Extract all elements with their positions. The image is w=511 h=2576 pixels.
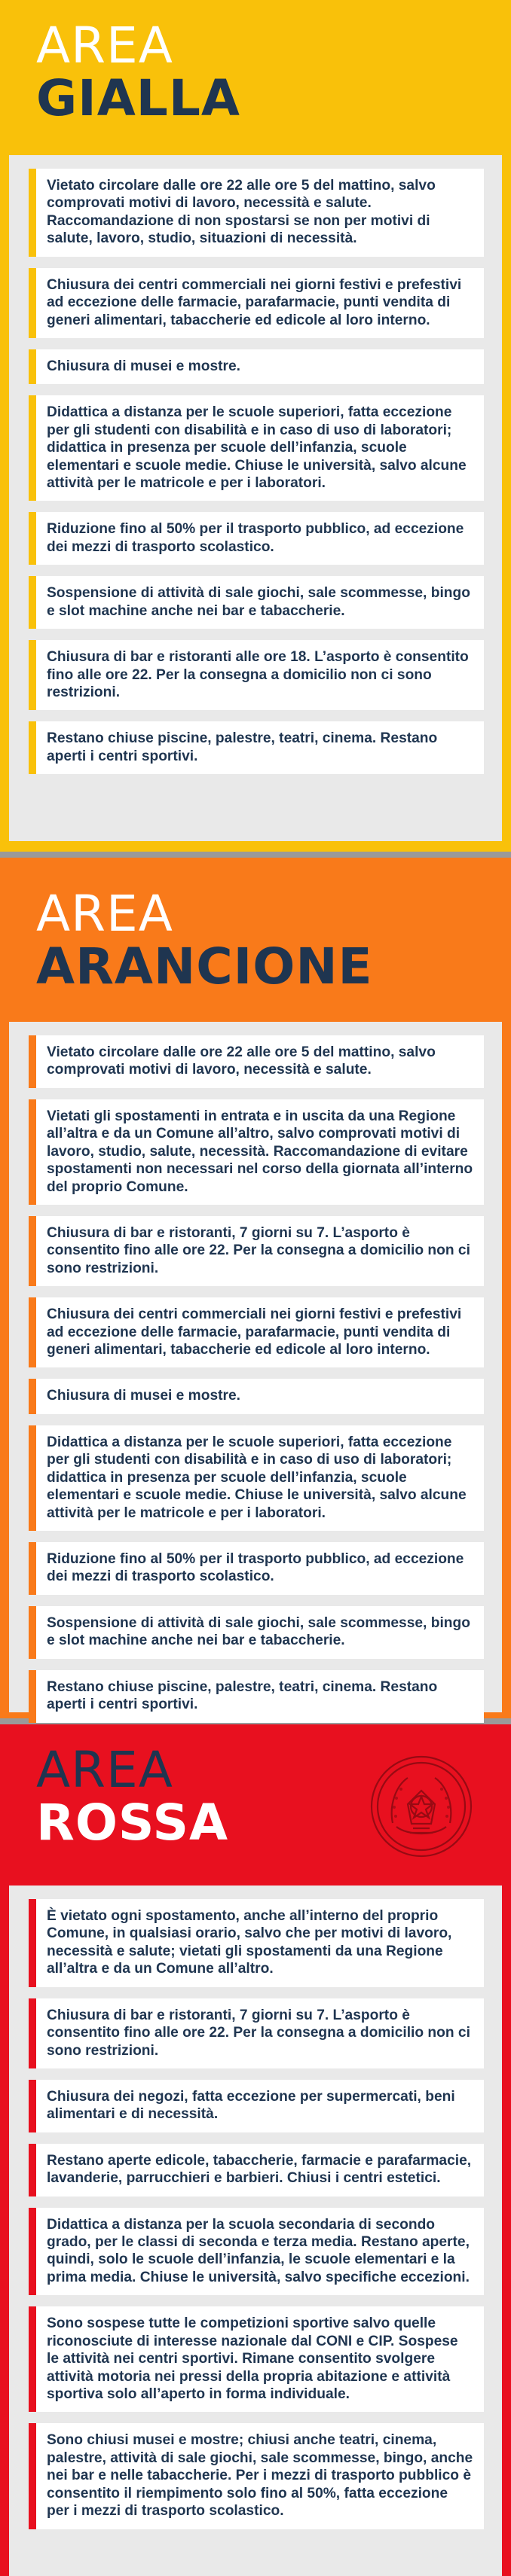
rule-item: Sospensione di attività di sale giochi, sale scommesse, bingo e slot machine anche nei bar e tabaccherie.	[29, 1606, 484, 1659]
rule-item: Riduzione fino al 50% per il trasporto pubblico, ad eccezione dei mezzi di trasporto scolastico.	[29, 512, 484, 565]
rule-item: Vietato circolare dalle ore 22 alle ore 5 del mattino, salvo comprovati motivi di lavoro, necessità e salute. Raccomandazione di non spostarsi se non per motivi di salute, lavoro, studio, situazioni di necessità.	[29, 169, 484, 257]
italian-republic-emblem-icon	[366, 1751, 476, 1861]
rule-item: Didattica a distanza per le scuole superiori, fatta eccezione per gli studenti con disabilità e in caso di uso di laboratori; didattica in presenza per scuole dell’infanzia, scuole elementari e scuole medie. Chiuse le università, salvo alcune attività per le matricole e per i laboratori.	[29, 395, 484, 501]
rule-item: Chiusura dei centri commerciali nei giorni festivi e prefestivi ad eccezione delle farmacie, parafarmacie, punti vendita di generi alimentari, tabaccherie ed edicole al loro interno.	[29, 1297, 484, 1367]
zone-orange	[0, 858, 511, 1718]
rule-item: Sospensione di attività di sale giochi, sale scommesse, bingo e slot machine anche nei bar e tabaccherie.	[29, 576, 484, 629]
rule-item: Vietati gli spostamenti in entrata e in uscita da una Regione all’altra e da un Comune all’altro, salvo comprovati motivi di lavoro, studio, salute, necessità. Raccomandazione di evitare spostamenti non necessari nel corso della giornata all’interno del proprio Comune.	[29, 1099, 484, 1205]
rule-item: Restano chiuse piscine, palestre, teatri, cinema. Restano aperti i centri sportivi.	[29, 1670, 484, 1723]
zone-red-title-line1: AREA	[36, 1741, 173, 1799]
rule-item: Chiusura di bar e ristoranti alle ore 18. L’asporto è consentito fino alle ore 22. Per la consegna a domicilio non ci sono restrizioni.	[29, 640, 484, 710]
rule-item: Riduzione fino al 50% per il trasporto pubblico, ad eccezione dei mezzi di trasporto scolastico.	[29, 1542, 484, 1595]
rule-item: Sono chiusi musei e mostre; chiusi anche teatri, cinema, palestre, attività di sale giochi, sale scommesse, bingo, anche nei bar e nelle tabaccherie. Per i mezzi di trasporto pubblico è consentito il riempimento solo fino al 50%, fatta eccezione per i mezzi di trasporto scolastico.	[29, 2423, 484, 2529]
rule-item: Didattica a distanza per la scuola secondaria di secondo grado, per le classi di seconda e terza media. Restano aperte, quindi, solo le scuole dell’infanzia, le scuole elementari e la prima media. Chiuse le università, salvo specifiche eccezioni.	[29, 2208, 484, 2296]
zone-orange-rules-panel	[9, 1022, 502, 1712]
zone-red-rules-panel	[9, 1886, 502, 2576]
rule-item: Chiusura di musei e mostre.	[29, 1379, 484, 1413]
zone-yellow	[0, 0, 511, 852]
rule-item: Restano chiuse piscine, palestre, teatri, cinema. Restano aperti i centri sportivi.	[29, 721, 484, 774]
zone-yellow-title	[36, 17, 240, 127]
zone-red-title	[36, 1741, 229, 1852]
rule-item: Vietato circolare dalle ore 22 alle ore 5 del mattino, salvo comprovati motivi di lavoro, necessità e salute.	[29, 1035, 484, 1088]
zone-orange-title-line2: ARANCIONE	[36, 937, 373, 995]
rule-item: Chiusura dei centri commerciali nei giorni festivi e prefestivi ad eccezione delle farmacie, parafarmacie, punti vendita di generi alimentari, tabaccherie ed edicole al loro interno.	[29, 268, 484, 338]
zone-yellow-rules-panel	[9, 155, 502, 841]
rule-item: È vietato ogni spostamento, anche all’interno del proprio Comune, in qualsiasi orario, salvo che per motivi di lavoro, necessità e salute; vietati gli spostamenti da una Regione all’altra e da un Comune all’altro.	[29, 1899, 484, 1987]
rule-item: Didattica a distanza per le scuole superiori, fatta eccezione per gli studenti con disabilità e in caso di uso di laboratori; didattica in presenza per scuole dell’infanzia, scuole elementari e scuole medie. Chiuse le università, salvo alcune attività per le matricole e per i laboratori.	[29, 1425, 484, 1531]
zone-red-title-line2: ROSSA	[36, 1794, 229, 1852]
rule-item: Chiusura dei negozi, fatta eccezione per supermercati, beni alimentari e di necessità.	[29, 2080, 484, 2132]
zone-yellow-title-line1: AREA	[36, 17, 173, 75]
zone-yellow-title-line2: GIALLA	[36, 69, 240, 127]
rule-item: Chiusura di bar e ristoranti, 7 giorni su 7. L’asporto è consentito fino alle ore 22. Per la consegna a domicilio non ci sono restrizioni.	[29, 1998, 484, 2068]
zone-orange-title	[36, 885, 373, 995]
rule-item: Chiusura di musei e mostre.	[29, 349, 484, 384]
rule-item: Chiusura di bar e ristoranti, 7 giorni su 7. L’asporto è consentito fino alle ore 22. Per la consegna a domicilio non ci sono restrizioni.	[29, 1216, 484, 1286]
zone-orange-title-line1: AREA	[36, 885, 173, 943]
zone-red	[0, 1724, 511, 2576]
rule-item: Sono sospese tutte le competizioni sportive salvo quelle riconosciute di interesse nazionale dal CONI e CIP. Sospese le attività nei centri sportivi. Rimane consentito svolgere attività motoria nei pressi della propria abitazione e attività sportiva solo all’aperto in forma individuale.	[29, 2306, 484, 2412]
rule-item: Restano aperte edicole, tabaccherie, farmacie e parafarmacie, lavanderie, parrucchieri e barbieri. Chiusi i centri estetici.	[29, 2144, 484, 2196]
